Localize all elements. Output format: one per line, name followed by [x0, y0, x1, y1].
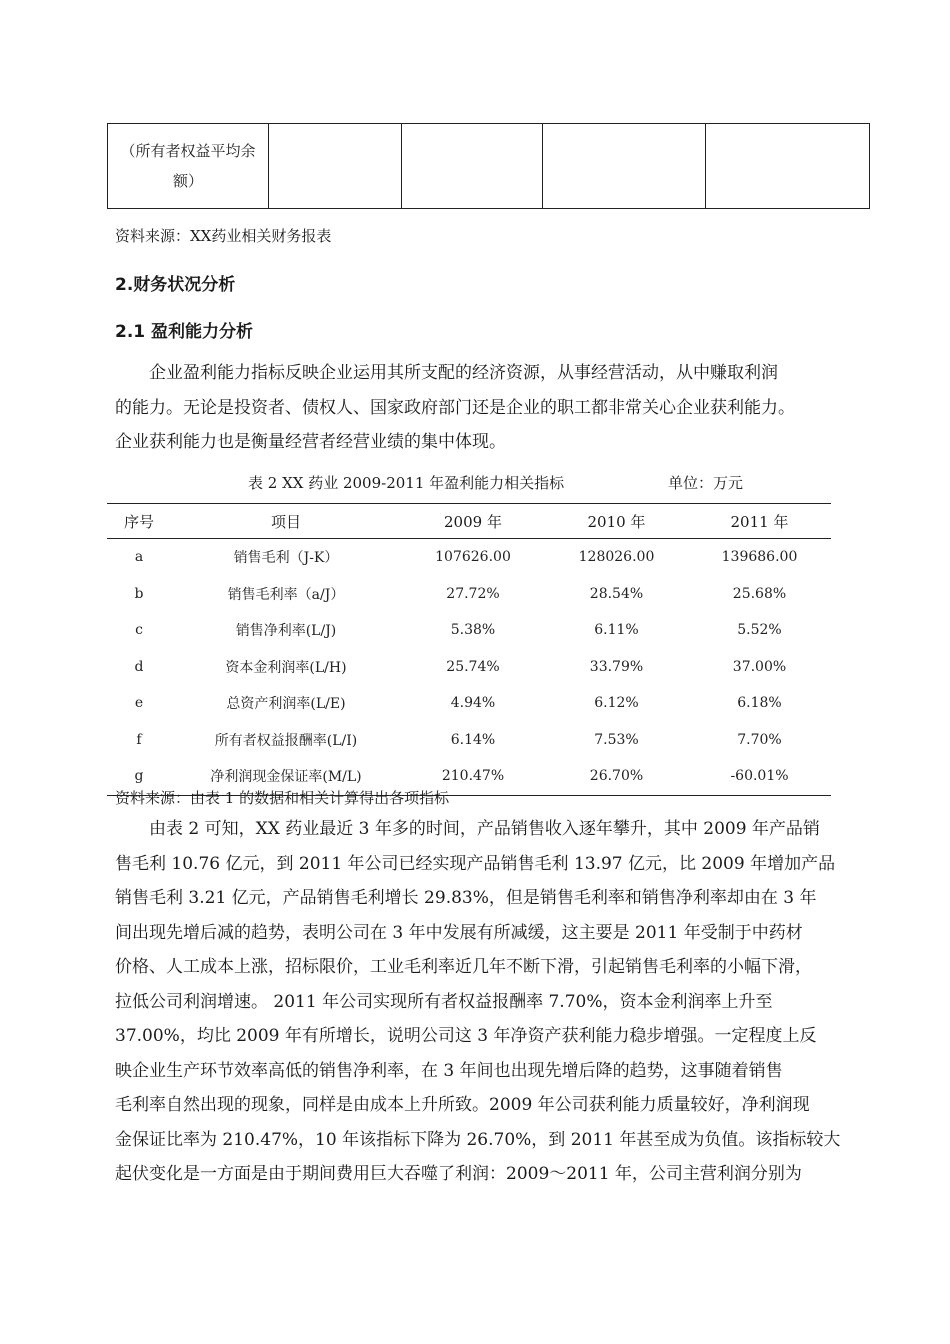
table-cell: 5.52%	[737, 622, 782, 639]
table-cell: 210.47%	[441, 768, 505, 785]
text-line: 37.00%，均比 2009 年有所增长，说明公司这 3 年净资产获利能力稳步增强。一定程度上反	[115, 1026, 817, 1046]
column-header: 序号	[123, 512, 154, 531]
table-cell: 5.38%	[450, 622, 496, 639]
source-note: 资料来源：XX药业相关财务报表	[115, 227, 332, 245]
table-cell: 128026.00	[578, 549, 655, 566]
table-row	[107, 576, 831, 613]
text-line: 销售毛利 3.21 亿元，产品销售毛利增长 29.83%，但是销售毛利率和销售净利率却由在 3 年	[115, 888, 817, 908]
table-cell: 总资产利润率(L/E)	[226, 696, 346, 713]
table-cell	[108, 124, 269, 209]
table-cell: 139686.00	[721, 549, 798, 566]
table-cell: 6.18%	[737, 695, 782, 712]
table-cell: 25.74%	[446, 658, 500, 675]
text-line: 金保证比率为 210.47%，10 年该指标下降为 26.70%，到 2011 年甚至成为负值。该指标较大	[115, 1129, 841, 1150]
table-cell: 27.72%	[446, 585, 500, 602]
table-cell: 7.70%	[737, 731, 782, 748]
table-cell: 销售毛利率（a/J）	[227, 586, 345, 603]
subsection-heading: 2.1 盈利能力分析	[115, 322, 254, 342]
text-line: 企业获利能力也是衡量经营者经营业绩的集中体现。	[115, 432, 506, 452]
cell-text-line: （所有者权益平均余	[120, 142, 256, 160]
table-cell: 107626.00	[435, 549, 511, 566]
table-cell: 28.54%	[589, 585, 644, 602]
text-line: 映企业生产环节效率高低的销售净利率，在 3 年间也出现先增后降的趋势，这事随着销售	[115, 1060, 783, 1081]
source-note: 资料来源：由表 1 的数据和相关计算得出各项指标	[115, 789, 450, 807]
table-cell: 净利润现金保证率(M/L)	[210, 769, 362, 786]
table-cell: 26.70%	[589, 768, 644, 785]
table-row	[107, 685, 831, 722]
table-cell: 6.14%	[450, 731, 496, 748]
text-line: 价格、人工成本上涨，招标限价，工业毛利率近几年不断下滑，引起销售毛利率的小幅下滑，	[115, 957, 812, 977]
table-cell	[706, 124, 870, 209]
table-caption: 表 2 XX 药业 2009-2011 年盈利能力相关指标	[248, 474, 565, 492]
section-heading: 2.财务状况分析	[115, 275, 236, 295]
column-header: 2010 年	[587, 512, 646, 531]
table-cell	[402, 124, 543, 209]
table-cell: f	[136, 731, 142, 748]
table-cell: 25.68%	[732, 585, 787, 602]
table-row	[107, 722, 831, 759]
text-line: 拉低公司利润增速。 2011 年公司实现所有者权益报酬率 7.70%，资本金利润率上升至	[115, 991, 773, 1012]
table-cell: 37.00%	[732, 658, 787, 675]
table-row	[107, 649, 831, 686]
table-cell: b	[134, 585, 144, 602]
text-line: 由表 2 可知，XX 药业最近 3 年多的时间，产品销售收入逐年攀升，其中 2009 年产品销	[149, 819, 820, 839]
text-line: 起伏变化是一方面是由于期间费用巨大吞噬了利润：2009～2011 年，公司主营利润分别为	[115, 1164, 802, 1184]
table-cell: 销售毛利（J-K）	[233, 550, 339, 567]
column-header: 2009 年	[444, 512, 502, 531]
text-line: 售毛利 10.76 亿元，到 2011 年公司已经实现产品销售毛利 13.97 亿元，比 2009 年增加产品	[115, 853, 836, 874]
table-cell: 资本金利润率(L/H)	[225, 659, 347, 676]
table-cell: g	[134, 768, 144, 785]
table-row	[107, 539, 831, 576]
body-paragraph	[115, 812, 861, 1192]
text-line: 毛利率自然出现的现象，同样是由成本上升所致。2009 年公司获利能力质量较好，净利润现	[115, 1095, 810, 1115]
continued-table	[107, 123, 870, 209]
table-unit: 单位：万元	[668, 474, 744, 492]
table-cell: a	[134, 549, 144, 566]
table-cell: c	[135, 622, 143, 639]
table-cell	[543, 124, 706, 209]
table-cell	[269, 124, 402, 209]
text-line: 企业盈利能力指标反映企业运用其所支配的经济资源，从事经营活动，从中赚取利润	[149, 363, 778, 383]
column-header: 项目	[270, 512, 301, 531]
table-row	[107, 612, 831, 649]
table-header-row	[107, 504, 831, 539]
table-cell: e	[134, 695, 144, 712]
table-cell: -60.01%	[730, 768, 789, 785]
cell-text-line: 额）	[172, 172, 203, 190]
table-row	[108, 124, 870, 209]
table-cell: d	[134, 658, 144, 675]
text-line: 间出现先增后减的趋势，表明公司在 3 年中发展有所减缓，这主要是 2011 年受制于中药材	[115, 922, 803, 943]
table-cell: 所有者权益报酬率(L/I)	[214, 732, 358, 749]
table-cell: 销售净利率(L/J)	[235, 623, 337, 640]
column-header: 2011 年	[730, 512, 789, 531]
table-cell: 6.11%	[594, 622, 639, 639]
table-cell: 6.12%	[594, 695, 639, 712]
body-paragraph	[115, 356, 861, 460]
text-line: 的能力。无论是投资者、债权人、国家政府部门还是企业的职工都非常关心企业获利能力。	[115, 397, 795, 418]
table-cell: 33.79%	[589, 658, 644, 675]
table-cell: 7.53%	[594, 731, 639, 748]
table-cell: 4.94%	[450, 695, 496, 712]
profitability-table	[107, 503, 831, 796]
